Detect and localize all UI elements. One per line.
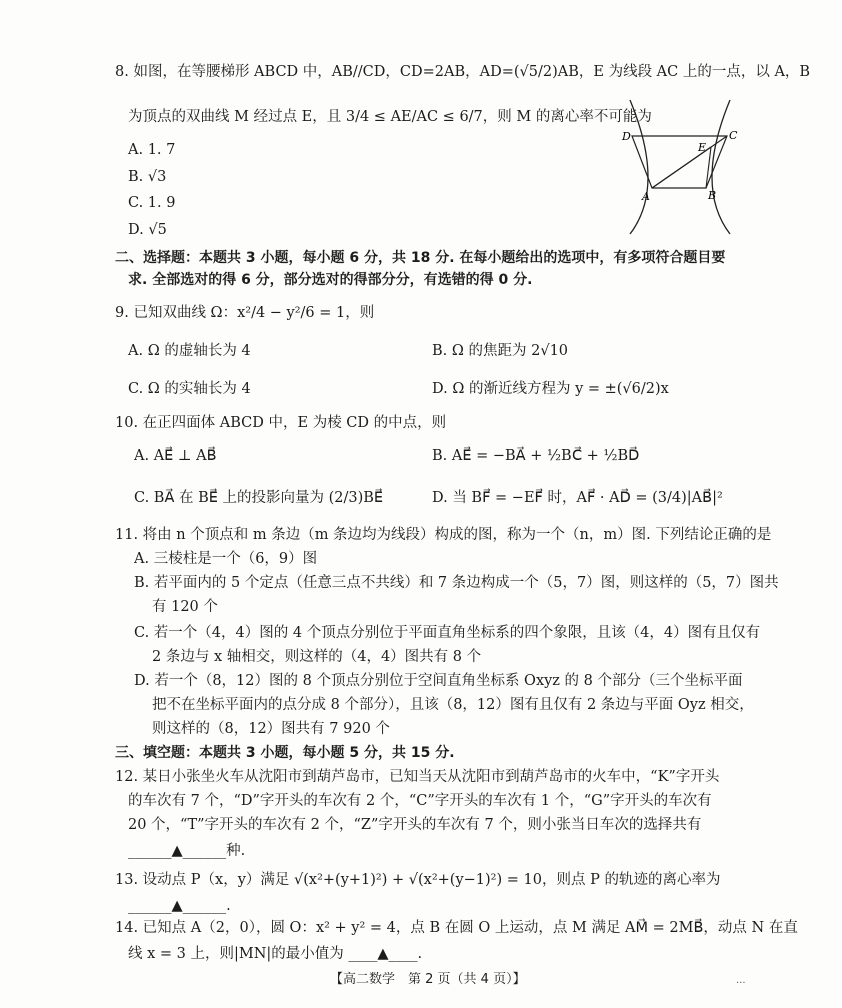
q9-option-d: D. Ω 的渐近线方程为 y = ±(√6/2)x xyxy=(432,381,669,397)
q11-option-b-line2: 有 120 个 xyxy=(152,599,218,615)
q9-option-a: A. Ω 的虚轴长为 4 xyxy=(128,343,251,359)
label-d: D xyxy=(622,130,631,143)
q8-option-d: D. √5 xyxy=(128,222,167,238)
label-e: E xyxy=(698,141,707,154)
q8-option-b: B. √3 xyxy=(128,169,167,185)
q10-option-d: D. 当 BF⃗ = −EF⃗ 时，AF⃗ · AD⃗ = (3/4)|AB⃗|² xyxy=(432,490,723,506)
q12-line1: 12. 某日小张坐火车从沈阳市到葫芦岛市，已知当天从沈阳市到葫芦岛市的火车中，“K”字开头 xyxy=(115,769,720,785)
section2-heading-line1: 二、选择题：本题共 3 小题，每小题 6 分，共 18 分. 在每小题给出的选项中，有多项符合题目要 xyxy=(115,250,726,266)
q11-option-d-line2: 把不在坐标平面内的点分成 8 个部分），且该（8，12）图有且仅有 2 条边与平面 Oyz 相交， xyxy=(152,697,754,713)
q10-option-b: B. AE⃗ = −BA⃗ + ½BC⃗ + ½BD⃗ xyxy=(432,448,640,464)
q8-option-a: A. 1. 7 xyxy=(128,142,176,158)
q10-stem: 10. 在正四面体 ABCD 中，E 为棱 CD 的中点，则 xyxy=(115,415,447,431)
q9-option-b: B. Ω 的焦距为 2√10 xyxy=(432,343,569,359)
label-a: A xyxy=(642,190,650,203)
section2-heading-line2: 求. 全部选对的得 6 分，部分选对的得部分分，有选错的得 0 分. xyxy=(128,272,533,288)
q12-answer-blank[interactable]: ______▲______种. xyxy=(128,843,246,859)
hyperbola-left-branch xyxy=(630,100,648,234)
q8-stem-line1: 8. 如图，在等腰梯形 ABCD 中，AB//CD，CD=2AB，AD=(√5/2)AB，E 为线段 AC 上的一点，以 A，B xyxy=(115,64,811,80)
q11-option-d-line1: D. 若一个（8，12）图的 8 个顶点分别位于空间直角坐标系 Oxyz 的 8 个部分（三个坐标平面 xyxy=(134,673,743,689)
q11-option-c-line1: C. 若一个（4，4）图的 4 个顶点分别位于平面直角坐标系的四个象限，且该（4，4）图有且仅有 xyxy=(134,625,761,641)
q10-option-c: C. BA⃗ 在 BE⃗ 上的投影向量为 (2/3)BE⃗ xyxy=(134,490,384,506)
label-c: C xyxy=(729,129,738,142)
q9-option-c: C. Ω 的实轴长为 4 xyxy=(128,381,251,397)
q14-line1: 14. 已知点 A（2，0），圆 O：x² + y² = 4，点 B 在圆 O 上运动，点 M 满足 AM⃗ = 2MB⃗，动点 N 在直 xyxy=(115,920,798,936)
q8-option-c: C. 1. 9 xyxy=(128,195,176,211)
q13-line1: 13. 设动点 P（x，y）满足 √(x²+(y+1)²) + √(x²+(y−1)²) = 10，则点 P 的轨迹的离心率为 xyxy=(115,872,721,888)
q8-stem-line2: 为顶点的双曲线 M 经过点 E，且 3/4 ≤ AE/AC ≤ 6/7，则 M 的离心率不可能为 xyxy=(128,109,652,125)
q11-option-c-line2: 2 条边与 x 轴相交，则这样的（4，4）图共有 8 个 xyxy=(152,649,482,665)
q11-option-a: A. 三棱柱是一个（6，9）图 xyxy=(134,551,318,567)
q14-line2-with-blank[interactable]: 线 x = 3 上，则|MN|的最小值为 ____▲____. xyxy=(128,946,423,962)
q13-answer-blank[interactable]: ______▲______. xyxy=(128,898,231,914)
q12-line2: 的车次有 7 个，“D”字开头的车次有 2 个，“C”字开头的车次有 1 个，“G”字开头的车次有 xyxy=(128,793,712,809)
q11-option-d-line3: 则这样的（8，12）图共有 7 920 个 xyxy=(152,721,390,737)
page-footer: 【高二数学 第 2 页（共 4 页）】 xyxy=(330,972,526,987)
q8-hyperbola-figure xyxy=(610,92,760,242)
q10-option-a: A. AE⃗ ⊥ AB⃗ xyxy=(134,448,217,464)
section3-heading: 三、填空题：本题共 3 小题，每小题 5 分，共 15 分. xyxy=(115,745,455,761)
q11-stem: 11. 将由 n 个顶点和 m 条边（m 条边均为线段）构成的图，称为一个（n，m）图. 下列结论正确的是 xyxy=(115,527,772,543)
q11-option-b-line1: B. 若平面内的 5 个定点（任意三点不共线）和 7 条边构成一个（5，7）图，则这样的（5，7）图共 xyxy=(134,575,779,591)
label-b: B xyxy=(708,189,717,202)
q12-line3: 20 个，“T”字开头的车次有 2 个，“Z”字开头的车次有 7 个，则小张当日车次的选择共有 xyxy=(128,817,702,833)
q9-stem: 9. 已知双曲线 Ω：x²/4 − y²/6 = 1，则 xyxy=(115,305,375,321)
corner-mark: ... xyxy=(736,975,746,986)
